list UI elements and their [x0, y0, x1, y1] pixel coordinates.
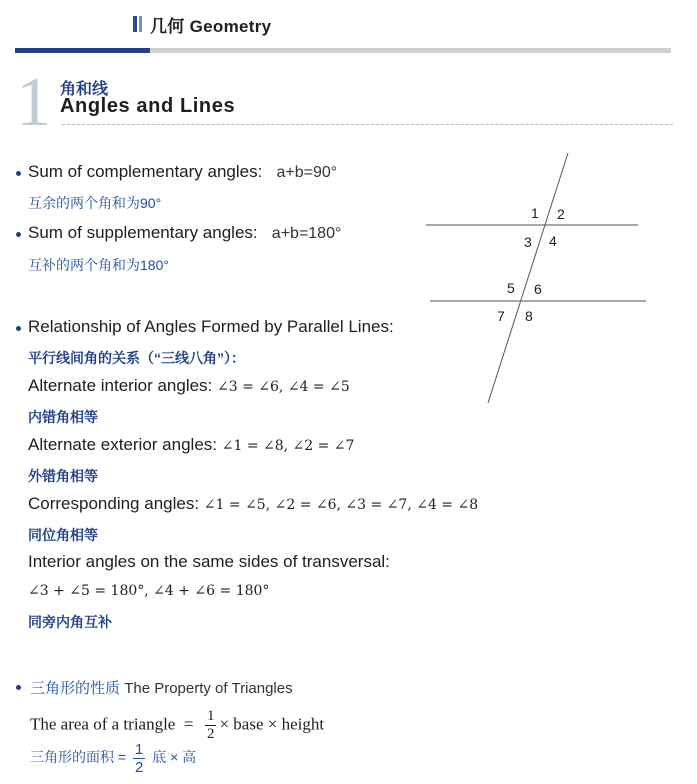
header-marker-icon: [133, 16, 146, 32]
parallel-label: Relationship of Angles Formed by Parallel Lines:: [28, 317, 394, 336]
transversal-line: [488, 153, 568, 403]
supplementary-label: Sum of supplementary angles: a+b=180°: [28, 223, 342, 242]
alternate-exterior-formula: ∠1 = ∠8, ∠2 = ∠7: [221, 438, 355, 454]
bullet-icon: [16, 326, 21, 331]
complementary-label: Sum of complementary angles: a+b=90°: [28, 162, 338, 181]
complementary-formula: a+b=90°: [276, 164, 338, 181]
section-title-cn: 角和线: [60, 81, 109, 98]
area-cn-suffix: 底 × 高: [152, 749, 197, 766]
supplementary-cn: 互补的两个角和为180°: [28, 257, 169, 273]
alternate-interior-cn: 内错角相等: [28, 409, 98, 425]
supplementary-formula: a+b=180°: [271, 225, 342, 242]
area-formula-prefix: The area of a triangle: [30, 714, 176, 734]
triangle-heading-cn: 三角形的性质: [30, 680, 121, 697]
corresponding-row: [28, 494, 478, 514]
alternate-exterior-cn: 外错角相等: [28, 468, 98, 484]
angle-label-4: 4: [549, 233, 557, 249]
area-formula-equals: =: [183, 714, 194, 734]
bullet-icon: [16, 171, 21, 176]
alternate-interior-formula: ∠3 = ∠6, ∠4 = ∠5: [217, 379, 350, 395]
angle-label-8: 8: [525, 308, 533, 324]
triangle-heading-en: The Property of Triangles: [124, 680, 293, 697]
one-half-fraction: $\frac{1}{2}$: [206, 708, 215, 742]
angle-label-7: 7: [497, 308, 505, 324]
alternate-interior-label: Alternate interior angles:: [28, 376, 213, 395]
interior-same-side-label: Interior angles on the same sides of transversal:: [28, 552, 390, 571]
section-number: 1: [16, 64, 51, 141]
area-cn-prefix: 三角形的面积 =: [30, 749, 127, 766]
alternate-exterior-label: Alternate exterior angles:: [28, 435, 217, 454]
header-divider-accent: [15, 48, 150, 53]
alternate-interior-row: [28, 376, 350, 396]
angle-label-3: 3: [524, 234, 532, 250]
complementary-cn: 互余的两个角和为90°: [28, 195, 162, 211]
angle-label-6: 6: [534, 281, 542, 297]
section-dashed-divider: [62, 124, 673, 125]
area-formula-suffix: × base × height: [219, 714, 325, 734]
corresponding-label: Corresponding angles:: [28, 494, 200, 513]
bullet-icon: [16, 685, 21, 690]
section-title-en: Angles and Lines: [60, 95, 236, 117]
triangle-area-cn: [30, 741, 196, 776]
angle-label-2: 2: [557, 206, 565, 222]
parallel-lines-diagram: [420, 148, 660, 408]
triangle-heading: [30, 677, 293, 698]
triangle-area-formula: [30, 708, 324, 743]
interior-same-side-cn: 同旁内角互补: [28, 614, 112, 630]
interior-same-side-formula: ∠3 + ∠5 = 180°, ∠4 + ∠6 = 180°: [28, 583, 270, 599]
angle-label-1: 1: [531, 205, 539, 221]
corresponding-formula: ∠1 = ∠5, ∠2 = ∠6, ∠3 = ∠7, ∠4 = ∠8: [203, 497, 479, 513]
alternate-exterior-row: [28, 435, 354, 455]
bullet-icon: [16, 232, 21, 237]
angle-label-5: 5: [507, 280, 515, 296]
header-title: 几何 Geometry: [150, 17, 272, 36]
parallel-cn: 平行线间角的关系（“三线八角”）：: [28, 350, 245, 366]
corresponding-cn: 同位角相等: [28, 527, 98, 543]
one-half-fraction-cn: $\frac{1}{2}$: [134, 741, 144, 776]
